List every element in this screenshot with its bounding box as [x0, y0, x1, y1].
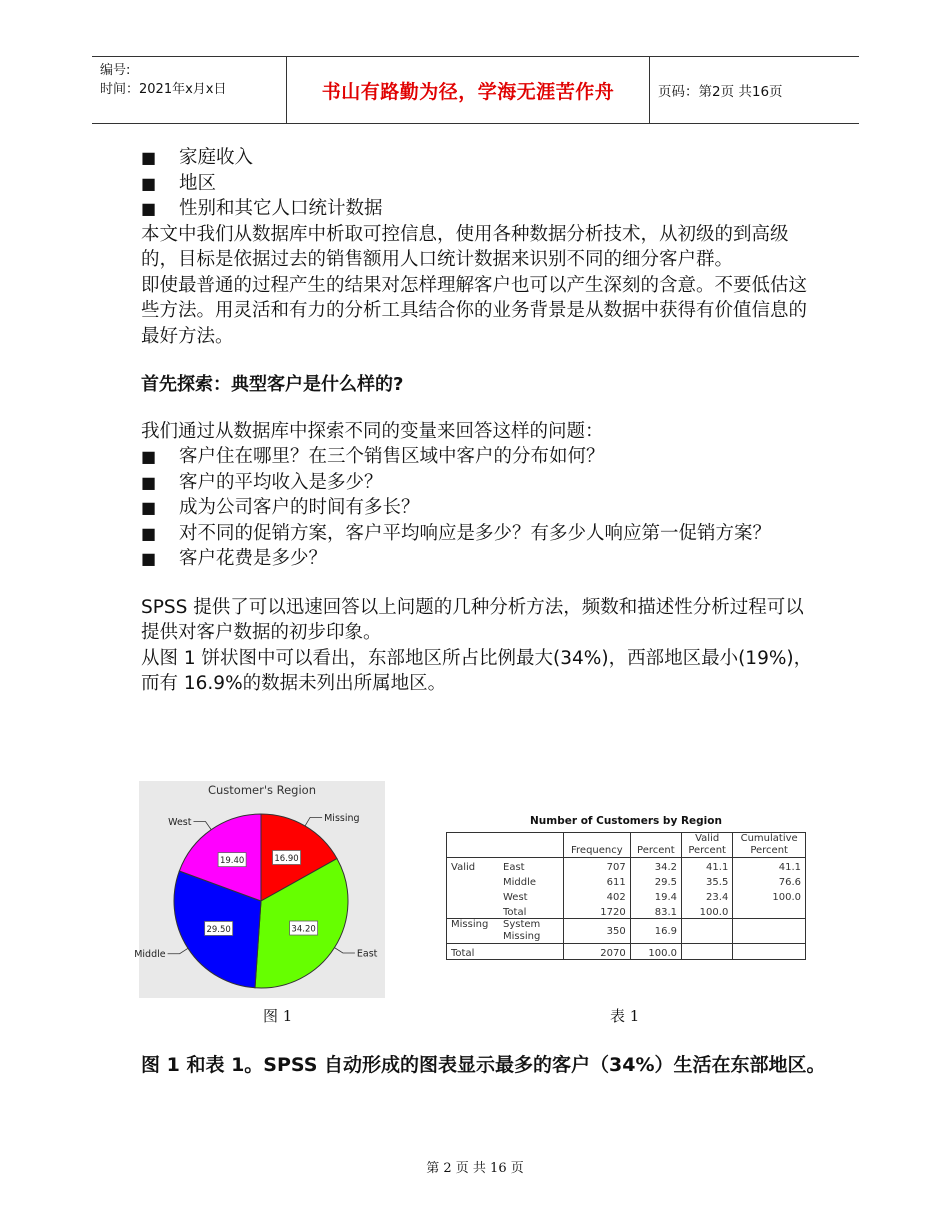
- page-footer: 第 2 页 共 16 页: [426, 1161, 524, 1176]
- table-header-row: [447, 833, 806, 858]
- leader-line: [193, 821, 211, 829]
- slice-value-label: 16.90: [274, 853, 299, 864]
- header-divider: [286, 57, 287, 123]
- slice-category-label: Middle: [134, 949, 166, 961]
- pie-chart: [134, 781, 385, 998]
- pie-chart-figure: [134, 781, 385, 998]
- table-caption: 表 1: [610, 1007, 640, 1025]
- stats-table-figure: [440, 812, 812, 960]
- table-row: Total 1720 83.1 100.0: [447, 903, 806, 919]
- list-item: ■ 成为公司客户的时间有多长？: [141, 495, 821, 521]
- col-valid-percent: Valid Percent: [682, 833, 733, 858]
- leader-line: [334, 948, 354, 953]
- list-item: ■ 家庭收入: [141, 145, 821, 171]
- list-item: ■ 性别和其它人口统计数据: [141, 196, 821, 222]
- header-meta: [100, 61, 226, 99]
- table-row: West 402 19.4 23.4 100.0: [447, 888, 806, 903]
- col-cumulative-percent: Cumulative Percent: [733, 833, 806, 858]
- figure-caption: 图 1: [263, 1007, 293, 1025]
- paragraph: 我们通过从数据库中探索不同的变量来回答这样的问题：: [141, 420, 604, 442]
- table-title: Number of Customers by Region: [530, 815, 722, 827]
- header-page-info: 页码：第2页 共16页: [658, 84, 783, 100]
- slice-category-label: West: [168, 816, 192, 828]
- slice-value-label: 34.20: [291, 924, 316, 935]
- header-divider: [649, 57, 650, 123]
- paragraph: 本文中我们从数据库中析取可控信息，使用各种数据分析技术，从初级的到高级的，目标是依据过去的销售额用人口统计数据来识别不同的细分客户群。: [141, 223, 789, 270]
- body-text: [141, 145, 821, 697]
- list-item: ■ 对不同的促销方案，客户平均响应是多少？有多少人响应第一促销方案？: [141, 521, 821, 547]
- table-row: Middle 611 29.5 35.5 76.6: [447, 873, 806, 888]
- stats-table: [446, 832, 806, 960]
- slice-category-label: East: [356, 948, 378, 960]
- paragraph: 从图 1 饼状图中可以看出，东部地区所占比例最大(34%)，西部地区最小(19%)，而有 16.9%的数据未列出所属地区。: [141, 647, 813, 694]
- list-item: ■ 客户的平均收入是多少？: [141, 470, 821, 496]
- paragraph: 即使最普通的过程产生的结果对怎样理解客户也可以产生深刻的含意。不要低估这些方法。用灵活和有力的分析工具结合你的业务背景是从数据中获得有价值信息的最好方法。: [141, 274, 808, 347]
- group-label: Total: [447, 944, 500, 960]
- section-heading: 首先探索：典型客户是什么样的?: [141, 374, 404, 395]
- leader-line: [168, 948, 188, 953]
- paragraph: SPSS 提供了可以迅速回答以上问题的几种分析方法，频数和描述性分析过程可以提供对客户数据的初步印象。: [141, 596, 804, 643]
- page-header: [92, 56, 859, 124]
- chart-title: Customer's Region: [207, 783, 317, 797]
- group-label: Valid: [447, 858, 500, 874]
- col-frequency: Frequency: [564, 833, 631, 858]
- slice-value-label: 19.40: [219, 856, 245, 867]
- number-label: 编号:: [100, 63, 131, 78]
- group-label: Missing: [447, 919, 500, 944]
- slice-category-label: Missing: [324, 812, 360, 824]
- list-item: ■ 客户花费是多少？: [141, 546, 821, 572]
- header-motto: 书山有路勤为径，学海无涯苦作舟: [321, 81, 615, 103]
- time-label: 时间：2021年x月x日: [100, 82, 227, 97]
- table-row: Valid East 707 34.2 41.1 41.1: [447, 858, 806, 874]
- table-row: Total 2070 100.0: [447, 944, 806, 960]
- col-percent: Percent: [630, 833, 681, 858]
- leader-line: [305, 817, 322, 826]
- table-row: Missing System Missing 350 16.9: [447, 919, 806, 944]
- list-item: ■ 地区: [141, 171, 821, 197]
- list-item: ■ 客户住在哪里？在三个销售区域中客户的分布如何？: [141, 444, 821, 470]
- slice-value-label: 29.50: [206, 924, 231, 935]
- conclusion-text: 图 1 和表 1。SPSS 自动形成的图表显示最多的客户（34%）生活在东部地区。: [141, 1054, 826, 1076]
